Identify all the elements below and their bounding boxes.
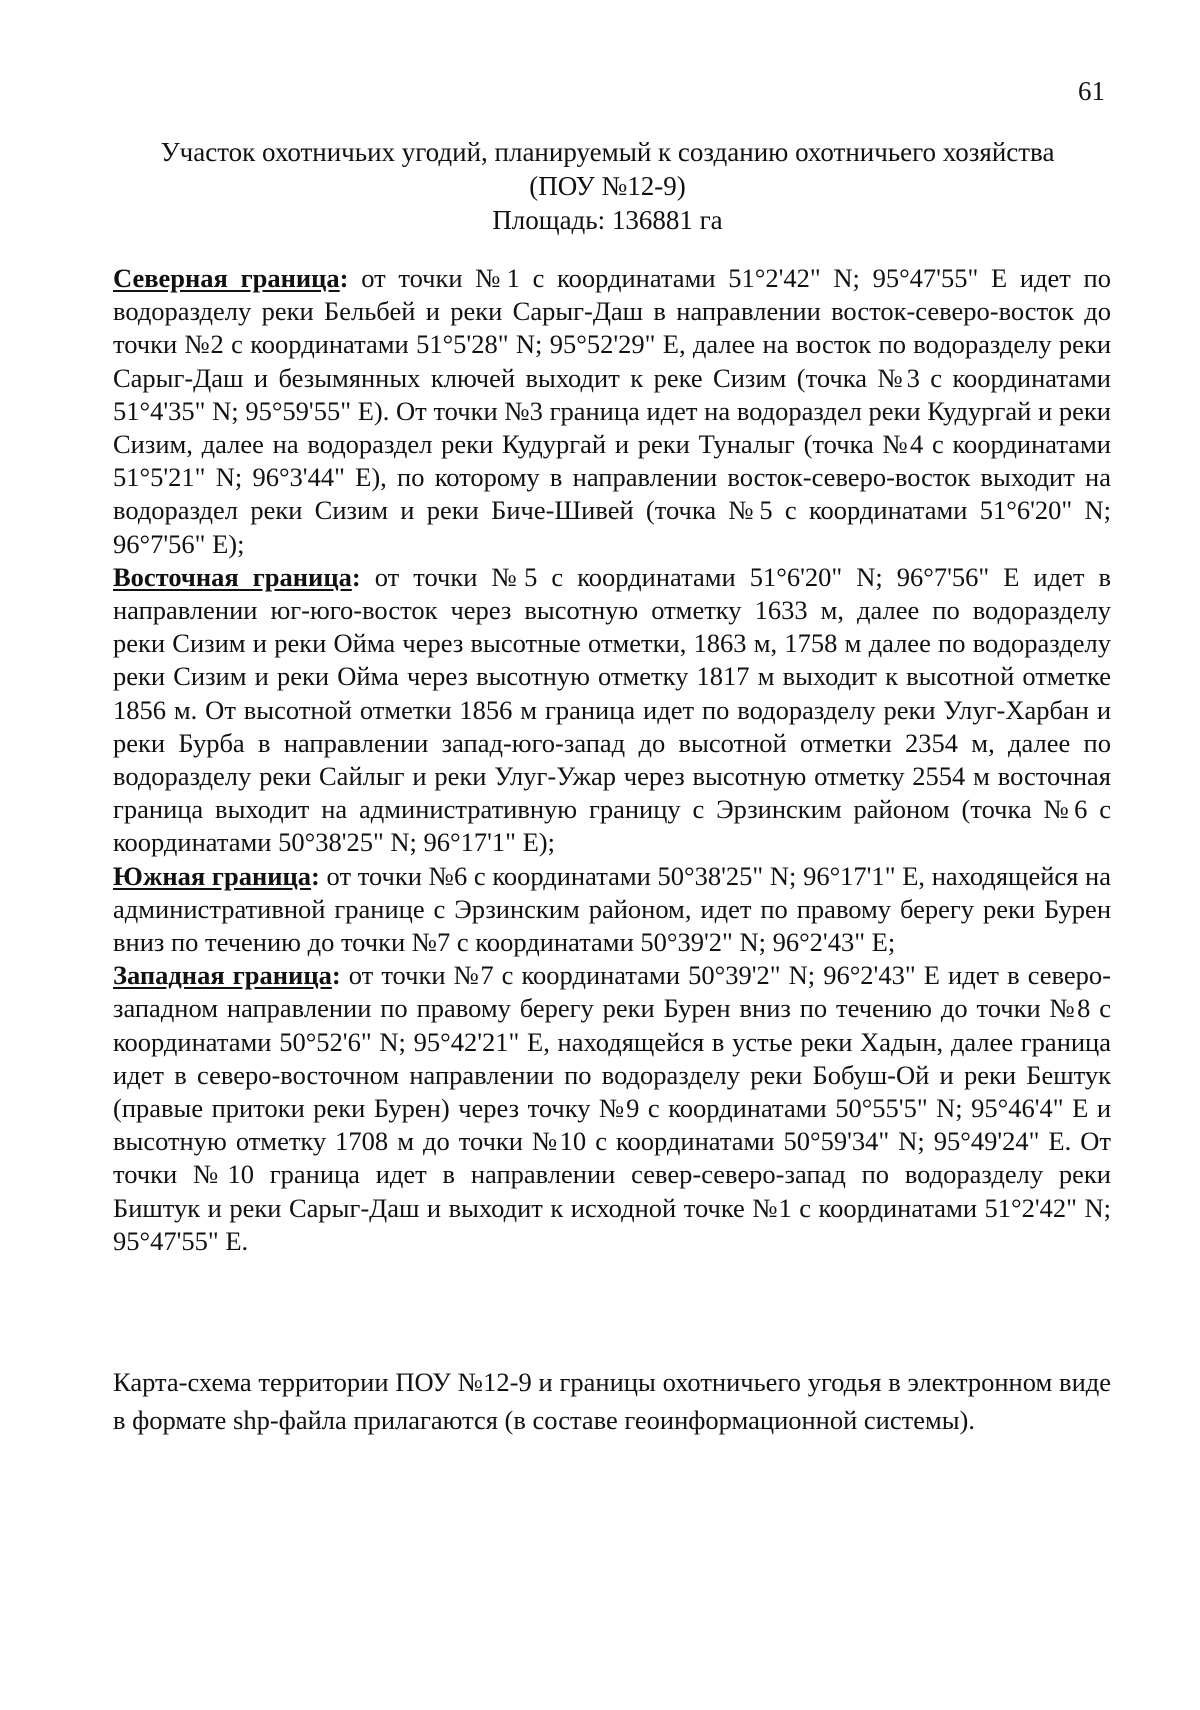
- heading-area: Площадь: 136881 га: [492, 205, 723, 235]
- heading-title: Участок охотничьих угодий, планируемый к созданию охотничьего хозяйства: [160, 137, 1055, 167]
- heading-code: (ПОУ №12-9): [529, 171, 686, 201]
- section-text: от точки №6 с координатами 50°38'25" N; 96°17'1" E, находящейся на административной границе с Эрзинским районом, идет по правому берегу реки Бурен вниз по течению до точки №7 с координатами 50°39'2" N; 96°2'43" E;: [113, 860, 1111, 958]
- west-boundary-paragraph: Западная граница: от точки №7 с координатами 50°39'2" N; 96°2'43" E идет в северо-западном направлении по правому берегу реки Бурен вниз по течению до точки №8 с координатами 50°52'6" N; 95°42'21" E, находящейся в устье реки Хадын, далее граница идет в северо-восточном направлении по водоразделу реки Бобуш-Ой и реки Бештук (правые притоки реки Бурен) через точку №9 с координатами 50°55'5" N; 95°46'4" E и высотную отметку 1708 м до точки №10 с координатами 50°59'34" N; 95°49'24" E. От точки №10 граница идет в направлении север-северо-запад по водоразделу реки Биштук и реки Сарыг-Даш и выходит к исходной точке №1 с координатами 51°2'42" N; 95°47'55" E.: [113, 960, 1111, 1256]
- east-boundary-paragraph: Восточная граница: от точки №5 с координатами 51°6'20" N; 96°7'56" E идет в направлении юг-юго-восток через высотную отметку 1633 м, далее по водоразделу реки Сизим и реки Ойма через высотные отметки, 1863 м, 1758 м далее по водоразделу реки Сизим и реки Ойма через высотную отметку 1817 м выходит к высотной отметке 1856 м. От высотной отметки 1856 м граница идет по водоразделу реки Улуг-Харбан и реки Бурба в направлении запад-юго-запад до высотной отметки 2354 м, далее по водоразделу реки Сайлыг и реки Улуг-Ужар через высотную отметку 2554 м восточная граница выходит на административную границу с Эрзинским районом (точка №6 с координатами 50°38'25" N; 96°17'1" E);: [113, 561, 1111, 858]
- boundary-description: [113, 262, 1111, 1258]
- page-number: 61: [1078, 76, 1105, 106]
- section-text: от точки №1 с координатами 51°2'42" N; 95°47'55" E идет по водоразделу реки Бельбей и реки Сарыг-Даш в направлении восток-северо-восток до точки №2 с координатами 51°5'28" N; 95°52'29" E, далее на восток по водоразделу реки Сарыг-Даш и безымянных ключей выходит к реке Сизим (точка №3 с координатами 51°4'35" N; 95°59'55" E). От точки №3 граница идет на водораздел реки Кудургай и реки Сизим, далее на водораздел реки Кудургай и реки Туналыг (точка №4 с координатами 51°5'21" N; 96°3'44" E), по которому в направлении восток-северо-восток выходит на водораздел реки Сизим и реки Биче-Шивей (точка №5 с координатами 51°6'20" N; 96°7'56" E);: [113, 263, 1111, 559]
- section-label: Северная граница: [113, 263, 340, 293]
- closing-note: Карта-схема территории ПОУ №12-9 и границы охотничьего угодья в электронном виде в формате shp-файла прилагаются (в составе геоинформационной системы).: [113, 1366, 1111, 1435]
- south-boundary-paragraph: Южная граница: от точки №6 с координатами 50°38'25" N; 96°17'1" E, находящейся на административной границе с Эрзинским районом, идет по правому берегу реки Бурен вниз по течению до точки №7 с координатами 50°39'2" N; 96°2'43" E;: [113, 860, 1111, 958]
- document-heading: [0, 135, 1200, 237]
- north-boundary-paragraph: Северная граница: от точки №1 с координатами 51°2'42" N; 95°47'55" E идет по водоразделу реки Бельбей и реки Сарыг-Даш в направлении восток-северо-восток до точки №2 с координатами 51°5'28" N; 95°52'29" E, далее на восток по водоразделу реки Сарыг-Даш и безымянных ключей выходит к реке Сизим (точка №3 с координатами 51°4'35" N; 95°59'55" E). От точки №3 граница идет на водораздел реки Кудургай и реки Сизим, далее на водораздел реки Кудургай и реки Туналыг (точка №4 с координатами 51°5'21" N; 96°3'44" E), по которому в направлении восток-северо-восток выходит на водораздел реки Сизим и реки Биче-Шивей (точка №5 с координатами 51°6'20" N; 96°7'56" E);: [113, 263, 1111, 559]
- section-label: Западная граница: [113, 960, 332, 991]
- section-text: от точки №7 с координатами 50°39'2" N; 96°2'43" E идет в северо-западном направлении по правому берегу реки Бурен вниз по течению до точки №8 с координатами 50°52'6" N; 95°42'21" E, находящейся в устье реки Хадын, далее граница идет в северо-восточном направлении по водоразделу реки Бобуш-Ой и реки Бештук (правые притоки реки Бурен) через точку №9 с координатами 50°55'5" N; 95°46'4" E и высотную отметку 1708 м до точки №10 с координатами 50°59'34" N; 95°49'24" E. От точки №10 граница идет в направлении север-северо-запад по водоразделу реки Биштук и реки Сарыг-Даш и выходит к исходной точке №1 с координатами 51°2'42" N; 95°47'55" E.: [113, 960, 1111, 1256]
- section-label: Южная граница: [113, 860, 312, 891]
- section-label: Восточная граница: [113, 561, 352, 592]
- section-text: от точки №5 с координатами 51°6'20" N; 96°7'56" E идет в направлении юг-юго-восток через высотную отметку 1633 м, далее по водоразделу реки Сизим и реки Ойма через высотные отметки, 1863 м, 1758 м далее по водоразделу реки Сизим и реки Ойма через высотную отметку 1817 м выходит к высотной отметке 1856 м. От высотной отметки 1856 м граница идет по водоразделу реки Улуг-Харбан и реки Бурба в направлении запад-юго-запад до высотной отметки 2354 м, далее по водоразделу реки Сайлыг и реки Улуг-Ужар через высотную отметку 2554 м восточная граница выходит на административную границу с Эрзинским районом (точка №6 с координатами 50°38'25" N; 96°17'1" E);: [113, 561, 1111, 858]
